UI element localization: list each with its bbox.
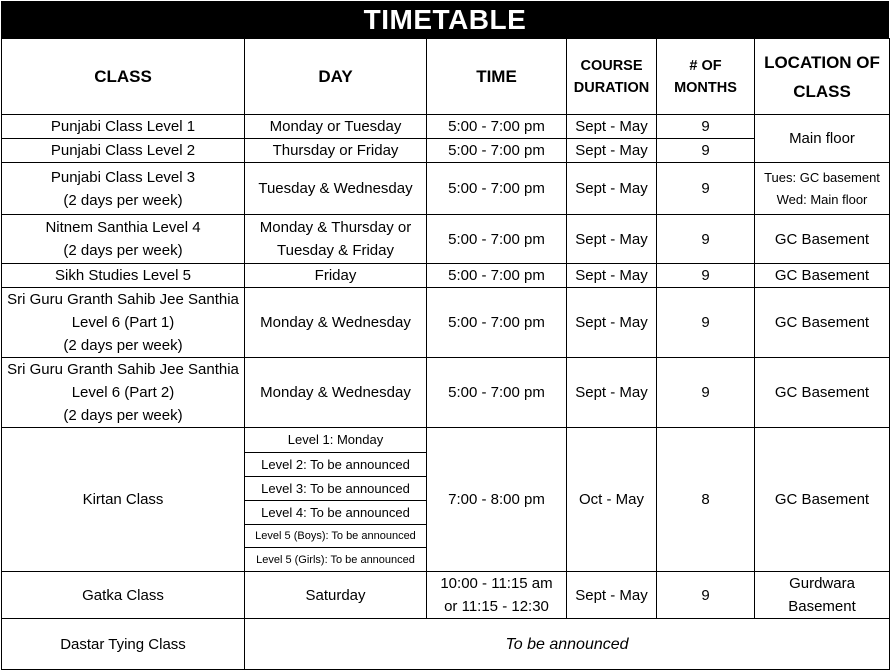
time-cell: 5:00 - 7:00 pm <box>427 163 567 215</box>
timetable-title: TIMETABLE <box>1 1 889 38</box>
header-course-duration: COURSE DURATION <box>567 39 657 115</box>
kirtan-day-cell: Level 1: Monday <box>245 428 427 453</box>
duration-cell: Sept - May <box>567 264 657 288</box>
months-cell: 9 <box>657 358 755 428</box>
location-cell: GC Basement <box>755 288 890 358</box>
time-cell: 5:00 - 7:00 pm <box>427 288 567 358</box>
gatka-day-cell: Saturday <box>245 572 427 619</box>
months-cell: 9 <box>657 163 755 215</box>
duration-cell: Sept - May <box>567 139 657 163</box>
gatka-class-cell: Gatka Class <box>2 572 245 619</box>
months-cell: 9 <box>657 288 755 358</box>
class-cell: Sri Guru Granth Sahib Jee Santhia Level 6 (Part 2) (2 days per week) <box>2 358 245 428</box>
location-cell: GC Basement <box>755 215 890 264</box>
duration-cell: Sept - May <box>567 358 657 428</box>
dastar-class-cell: Dastar Tying Class <box>2 619 245 670</box>
time-cell: 5:00 - 7:00 pm <box>427 215 567 264</box>
kirtan-day-cell: Level 2: To be announced <box>245 453 427 477</box>
months-cell: 9 <box>657 264 755 288</box>
gatka-location-cell: Gurdwara Basement <box>755 572 890 619</box>
gatka-time-cell: 10:00 - 11:15 am or 11:15 - 12:30 <box>427 572 567 619</box>
header-location: LOCATION OF CLASS <box>755 39 890 115</box>
duration-cell: Sept - May <box>567 215 657 264</box>
class-cell: Sri Guru Granth Sahib Jee Santhia Level 6 (Part 1) (2 days per week) <box>2 288 245 358</box>
table-row <box>2 115 890 139</box>
table-row <box>2 163 890 215</box>
header-row <box>2 39 890 115</box>
kirtan-location-cell: GC Basement <box>755 428 890 572</box>
day-cell: Friday <box>245 264 427 288</box>
table-row <box>2 288 890 358</box>
class-cell: Punjabi Class Level 2 <box>2 139 245 163</box>
table-row <box>2 572 890 619</box>
day-cell: Monday or Tuesday <box>245 115 427 139</box>
kirtan-time-cell: 7:00 - 8:00 pm <box>427 428 567 572</box>
class-cell: Punjabi Class Level 3 (2 days per week) <box>2 163 245 215</box>
header-time: TIME <box>427 39 567 115</box>
location-cell: Tues: GC basement Wed: Main floor <box>755 163 890 215</box>
time-cell: 5:00 - 7:00 pm <box>427 358 567 428</box>
time-cell: 5:00 - 7:00 pm <box>427 115 567 139</box>
months-cell: 9 <box>657 139 755 163</box>
class-cell: Punjabi Class Level 1 <box>2 115 245 139</box>
duration-cell: Sept - May <box>567 163 657 215</box>
day-cell: Thursday or Friday <box>245 139 427 163</box>
day-cell: Monday & Wednesday <box>245 288 427 358</box>
kirtan-duration-cell: Oct - May <box>567 428 657 572</box>
day-cell: Monday & Wednesday <box>245 358 427 428</box>
kirtan-day-cell: Level 5 (Boys): To be announced <box>245 525 427 548</box>
kirtan-months-cell: 8 <box>657 428 755 572</box>
time-cell: 5:00 - 7:00 pm <box>427 264 567 288</box>
duration-cell: Sept - May <box>567 115 657 139</box>
header-months: # OF MONTHS <box>657 39 755 115</box>
months-cell: 9 <box>657 215 755 264</box>
day-cell: Monday & Thursday or Tuesday & Friday <box>245 215 427 264</box>
duration-cell: Sept - May <box>567 288 657 358</box>
location-cell: GC Basement <box>755 358 890 428</box>
gatka-months-cell: 9 <box>657 572 755 619</box>
class-cell: Nitnem Santhia Level 4 (2 days per week) <box>2 215 245 264</box>
table-row <box>2 215 890 264</box>
kirtan-class-cell: Kirtan Class <box>2 428 245 572</box>
kirtan-day-cell: Level 3: To be announced <box>245 477 427 501</box>
months-cell: 9 <box>657 115 755 139</box>
gatka-duration-cell: Sept - May <box>567 572 657 619</box>
header-class: CLASS <box>2 39 245 115</box>
table-row <box>2 428 890 453</box>
location-cell: Main floor <box>755 115 890 163</box>
header-day: DAY <box>245 39 427 115</box>
location-cell: GC Basement <box>755 264 890 288</box>
table-row <box>2 619 890 670</box>
table-row <box>2 264 890 288</box>
time-cell: 5:00 - 7:00 pm <box>427 139 567 163</box>
timetable-table <box>1 38 890 670</box>
class-cell: Sikh Studies Level 5 <box>2 264 245 288</box>
kirtan-day-cell: Level 5 (Girls): To be announced <box>245 548 427 572</box>
kirtan-day-cell: Level 4: To be announced <box>245 501 427 525</box>
dastar-note-cell: To be announced <box>245 619 890 670</box>
day-cell: Tuesday & Wednesday <box>245 163 427 215</box>
table-row <box>2 358 890 428</box>
